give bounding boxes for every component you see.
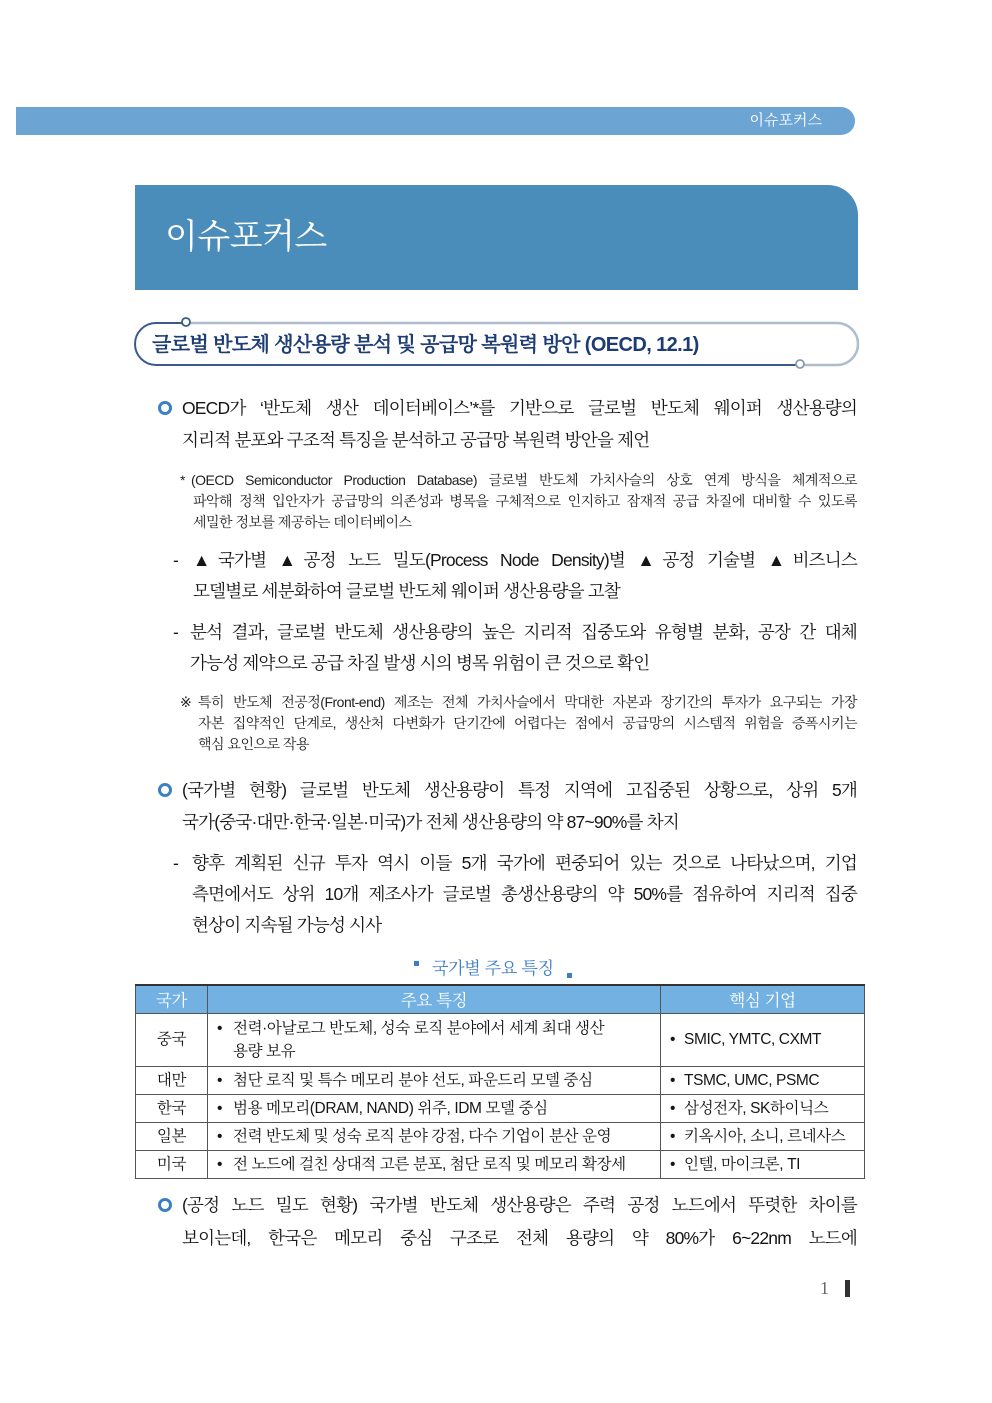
concentration-line-1: 향후 계획된 신규 투자 역시 이들 5개 국가에 편중되어 있는 것으로 나타났으며, 기업 bbox=[192, 853, 857, 873]
table-cell-features bbox=[208, 1066, 661, 1094]
concentration-line-3: 현상이 지속될 가능성 시사 bbox=[192, 915, 382, 935]
table-row bbox=[136, 1094, 865, 1122]
companies-text: 키옥시아, 소니, 르네사스 bbox=[684, 1127, 846, 1145]
features-line: 전 노드에 걸친 상대적 고른 분포, 첨단 로직 및 메모리 확장세 bbox=[233, 1155, 626, 1173]
bullet: • bbox=[217, 1155, 223, 1173]
table-cell-features bbox=[208, 1150, 661, 1178]
analysis-result-line-2: 가능성 제약으로 공급 차질 발생 시의 병목 위험이 큰 것으로 확인 bbox=[190, 653, 650, 673]
footnote-line-3: 세밀한 정보를 제공하는 데이터베이스 bbox=[193, 514, 412, 530]
concentration-line-2: 측면에서도 상위 10개 제조사가 글로벌 총생산용량의 약 50%를 점유하여 지리적 집중 bbox=[192, 884, 857, 904]
overview-line-1: OECD가 ‘반도체 생산 데이터베이스’*를 기반으로 글로벌 반도체 웨이퍼 생산용량의 bbox=[182, 398, 857, 418]
companies-text: 인텔, 마이크론, TI bbox=[684, 1155, 801, 1173]
table-cell-features bbox=[208, 1094, 661, 1122]
table-cell-companies bbox=[661, 1013, 865, 1066]
country-status-line-1: (국가별 현황) 글로벌 반도체 생산용량이 특정 지역에 고집중된 상황으로, 상위 5개 bbox=[182, 780, 857, 800]
table-cell-companies bbox=[661, 1150, 865, 1178]
article-title: 글로벌 반도체 생산용량 분석 및 공급망 복원력 방안 (OECD, 12.1) bbox=[152, 334, 699, 356]
bullet: • bbox=[670, 1099, 676, 1117]
table-cell-country: 미국 bbox=[136, 1150, 208, 1178]
features-line: 첨단 로직 및 특수 메모리 분야 선도, 파운드리 모델 중심 bbox=[233, 1071, 593, 1089]
dash-marker: - bbox=[173, 853, 179, 873]
bullet: • bbox=[670, 1127, 676, 1145]
features-line: 전력·아날로그 반도체, 성숙 로직 분야에서 세계 최대 생산 bbox=[233, 1019, 605, 1037]
bullet: • bbox=[670, 1155, 676, 1173]
bullet: • bbox=[217, 1127, 223, 1145]
bullet: • bbox=[670, 1071, 676, 1089]
table-header-country: 국가 bbox=[136, 985, 208, 1013]
table-row bbox=[136, 1150, 865, 1178]
table-cell-country: 중국 bbox=[136, 1013, 208, 1066]
analysis-scope-line-2: 모델별로 세분화하여 글로벌 반도체 웨이퍼 생산용량을 고찰 bbox=[193, 581, 620, 601]
table-title-deco bbox=[414, 961, 419, 966]
node-density-line-2: 보이는데, 한국은 메모리 중심 구조로 전체 용량의 약 80%가 6~22nm 노드에 bbox=[182, 1228, 857, 1248]
footnote-line-2: 파악해 정책 입안자가 공급망의 의존성과 병목을 구체적으로 인지하고 잠재적 공급 차질에 대비할 수 있도록 bbox=[193, 493, 857, 509]
dash-marker: - bbox=[173, 550, 179, 570]
footnote-line-1: (OECD Semiconductor Production Database) 글로벌 반도체 가치사슬의 상호 연계 방식을 체계적으로 bbox=[191, 472, 857, 488]
page-number: 1 bbox=[820, 1278, 829, 1298]
features-line: 용량 보유 bbox=[233, 1042, 296, 1060]
overview-line-2: 지리적 분포와 구조적 특징을 분석하고 공급망 복원력 방안을 제언 bbox=[182, 430, 650, 450]
footnote-marker: * bbox=[180, 472, 185, 488]
table-cell-features bbox=[208, 1013, 661, 1066]
node-density-line-1: (공정 노드 밀도 현황) 국가별 반도체 생산용량은 주력 공정 노드에서 뚜렷한 차이를 bbox=[182, 1195, 857, 1215]
analysis-scope-line-1: ▲국가별 ▲공정 노드 밀도(Process Node Density)별 ▲공정 기술별 ▲비즈니스 bbox=[193, 550, 857, 570]
table-row bbox=[136, 1122, 865, 1150]
table-row bbox=[136, 1066, 865, 1094]
note-line-1: 특히 반도체 전공정(Front-end) 제조는 전체 가치사슬에서 막대한 자본과 장기간의 투자가 요구되는 가장 bbox=[198, 694, 857, 710]
circle-bullet-icon bbox=[158, 783, 172, 797]
table-cell-companies bbox=[661, 1122, 865, 1150]
circle-bullet-icon bbox=[158, 401, 172, 415]
header-section-label: 이슈포커스 bbox=[749, 112, 822, 129]
table-cell-country: 한국 bbox=[136, 1094, 208, 1122]
circle-bullet-icon bbox=[158, 1198, 172, 1212]
table-cell-features bbox=[208, 1122, 661, 1150]
dash-marker: - bbox=[173, 622, 179, 642]
features-text bbox=[233, 1017, 604, 1063]
table-header-features: 주요 특징 bbox=[208, 985, 661, 1013]
features-line: 범용 메모리(DRAM, NAND) 위주, IDM 모델 중심 bbox=[233, 1099, 548, 1117]
country-features-table bbox=[135, 984, 865, 1179]
table-cell-companies bbox=[661, 1066, 865, 1094]
country-status-line-2: 국가(중국·대만·한국·일본·미국)가 전체 생산용량의 약 87~90%를 차지 bbox=[182, 812, 679, 832]
table-cell-country: 일본 bbox=[136, 1122, 208, 1150]
bullet: • bbox=[217, 1099, 223, 1117]
analysis-result-line-1: 분석 결과, 글로벌 반도체 생산용량의 높은 지리적 집중도와 유형별 분화, 공장 간 대체 bbox=[190, 622, 857, 642]
companies-text: TSMC, UMC, PSMC bbox=[684, 1071, 820, 1089]
banner-title: 이슈포커스 bbox=[165, 218, 327, 256]
bullet: • bbox=[217, 1071, 223, 1089]
table-row bbox=[136, 1013, 865, 1066]
bullet: • bbox=[670, 1031, 676, 1048]
companies-text: SMIC, YMTC, CXMT bbox=[684, 1031, 822, 1048]
table-cell-country: 대만 bbox=[136, 1066, 208, 1094]
table-header-row bbox=[136, 985, 865, 1013]
note-line-2: 자본 집약적인 단계로, 생산처 다변화가 단기간에 어렵다는 점에서 공급망의 시스템적 위험을 증폭시키는 bbox=[198, 715, 857, 731]
companies-text: 삼성전자, SK하이닉스 bbox=[684, 1099, 829, 1117]
table-cell-companies bbox=[661, 1094, 865, 1122]
header-bar bbox=[16, 107, 855, 135]
page-number-bar bbox=[845, 1280, 850, 1297]
bullet: • bbox=[217, 1019, 223, 1037]
note-line-3: 핵심 요인으로 작용 bbox=[198, 736, 309, 752]
table-title-deco bbox=[567, 973, 572, 978]
note-marker: ※ bbox=[180, 694, 192, 710]
features-line: 전력 반도체 및 성숙 로직 분야 강점, 다수 기업이 분산 운영 bbox=[233, 1127, 612, 1145]
table-header-companies: 핵심 기업 bbox=[661, 985, 865, 1013]
table-title: 국가별 주요 특징 bbox=[432, 959, 554, 978]
